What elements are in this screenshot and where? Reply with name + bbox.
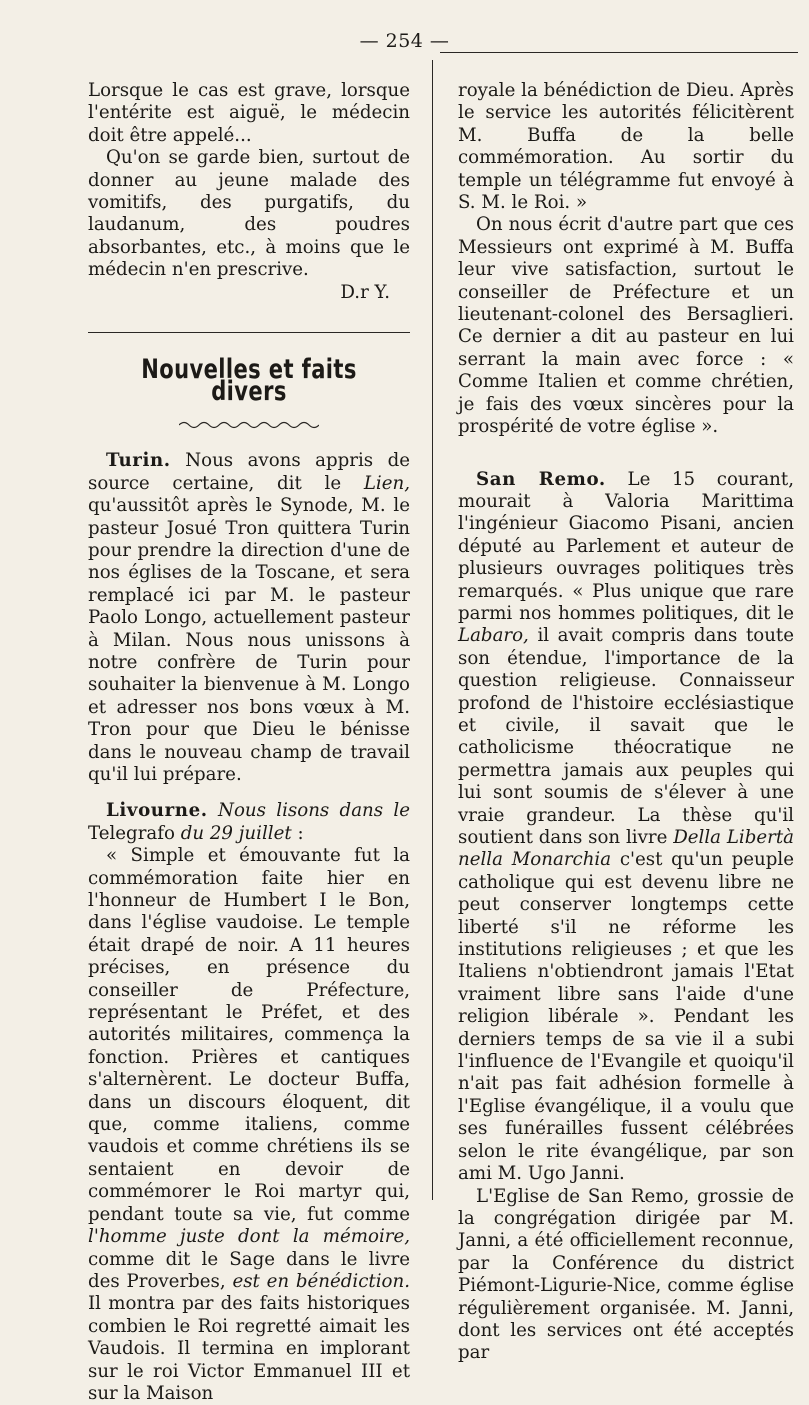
livourne-date: du 29 juillet (180, 822, 292, 844)
section-title: Nouvelles et faits divers (141, 354, 357, 408)
quote-italic-2: est en bénédiction. (232, 1270, 411, 1292)
turin-text-a: Nous avons appris de source certaine, dit le (88, 450, 410, 494)
book-title: Della Libertà nella Monarchia (458, 827, 794, 871)
san-remo-text-c: c'est qu'un peuple catholique qui est devenu libre ne peut conserver longtemps cette liberté s'il ne réforme les institutions religieuses ; et que les Italiens n'obtiendront jamais l'Etat vraiment libre sans l'aide d'une religion libérale ». Pendant les derniers temps de sa vie il a subi l'influence de l'Evangile et quoiqu'il n'ait pas fait adhésion formelle à l'Eglise évangélique, il a voulu que ses funérailles fussent célébrées selon le rite évangélique, par son ami M. Ugo Janni. (458, 849, 794, 1185)
turin-article (88, 450, 410, 786)
livourne-intro-italic: Nous lisons dans le (207, 800, 410, 822)
page-number: — 254 — (359, 30, 450, 52)
column-divider (432, 60, 433, 1200)
left-column (88, 80, 410, 1405)
continuation-paragraph: royale la bénédiction de Dieu. Après le service les autorités félicitèrent M. Buffa de la belle commémoration. Au sortir du temple un télégramme fut envoyé à S. M. le Roi. » (458, 80, 794, 214)
quote-text-c: Il montra par des faits historiques combien le Roi regretté aimait les Vaudois. Il termina en implorant sur le roi Victor Emmanuel III et sur la Maison (88, 1293, 410, 1404)
ornament-divider (88, 414, 410, 436)
enterite-paragraph-1: Lorsque le cas est grave, lorsque l'entérite est aiguë, le médecin doit être appelé... (88, 80, 410, 146)
quote-text-a: « Simple et émouvante fut la commémoration faite hier en l'honneur de Humbert I le Bon, dans l'église vaudoise. Le temple était drapé de noir. A 11 heures précises, en présence du conseiller de Préfecture, représentant le Préfet, et des autorités militaires, commença la fonction. Prières et cantiques s'alternèrent. Le docteur Buffa, dans un discours éloquent, dit que, comme italiens, comme vaudois et comme chrétiens ils se sentaient en devoir de commémorer le Roi martyr qui, pendant toute sa vie, fut comme (88, 845, 410, 1225)
lien-title: Lien, (363, 472, 410, 494)
section-rule (88, 332, 410, 333)
livourne-heading: Livourne. (106, 800, 208, 822)
other-report-paragraph: On nous écrit d'autre part que ces Messieurs ont exprimé à M. Buffa leur vive satisfaction, surtout le conseiller de Préfecture et un lieutenant-colonel des Bersaglieri. Ce dernier a dit au pasteur en lui serrant la main avec force : « Comme Italien et comme chrétien, je fais des vœux sincères pour la prospérité de votre église ». (458, 214, 794, 438)
san-remo-text-a: Le 15 courant, mourait à Valoria Marittima l'ingénieur Giacomo Pisani, ancien député au Parlement et auteur de plusieurs ouvrages politiques très remarqués. « Plus unique que rare parmi nos hommes politiques, dit le (458, 468, 794, 624)
livourne-intro (88, 800, 410, 845)
san-remo-heading: San Remo. (476, 468, 606, 490)
turin-text-b: qu'aussitôt après le Synode, M. le pasteur Josué Tron quittera Turin pour prendre la direction d'une de nos églises de la Toscane, et sera remplacé ici par M. le pasteur Paolo Longo, actuellement pasteur à Milan. Nous nous unissons à notre confrère de Turin pour souhaiter la bienvenue à M. Longo et adresser nos bons vœux à M. Tron pour que Dieu le bénisse dans le nouveau champ de travail qu'il lui prépare. (88, 495, 410, 785)
san-remo-article (458, 469, 794, 1186)
labaro-title: Labaro, (458, 625, 529, 647)
wavy-ornament-icon (179, 420, 319, 430)
quote-italic-1: l'homme juste dont la mémoire, (88, 1226, 410, 1248)
right-column (458, 80, 794, 1365)
enterite-paragraph-2: Qu'on se garde bien, surtout de donner au jeune malade des vomitifs, des purgatifs, du laudanum, des poudres absorbantes, etc., à moins que le médecin n'en prescrive. (88, 147, 410, 281)
header-rule (440, 52, 798, 53)
signature: D.r Y. (340, 281, 390, 303)
telegrafo-title: Telegrafo (88, 822, 181, 844)
turin-heading: Turin. (106, 450, 171, 472)
quote-text-b: comme dit le Sage dans le livre des Proverbes, (88, 1248, 410, 1292)
eglise-paragraph: L'Eglise de San Remo, grossie de la congrégation dirigée par M. Janni, a été officiellement reconnue, par la Conférence du district Piémont-Ligurie-Nice, comme église régulièrement organisée. M. Janni, dont les services ont été acceptés par (458, 1185, 794, 1364)
san-remo-text-b: il avait compris dans toute son étendue, l'importance de la question religieuse. Connaisseur profond de l'histoire ecclésiastique et civile, il savait que le catholicisme théocratique ne permettra jamais aux peuples qui lui sont soumis de s'élever à une vraie grandeur. La thèse qu'il soutient dans son livre (458, 625, 794, 848)
commemoration-quote (88, 845, 410, 1405)
livourne-colon: : (291, 822, 304, 844)
